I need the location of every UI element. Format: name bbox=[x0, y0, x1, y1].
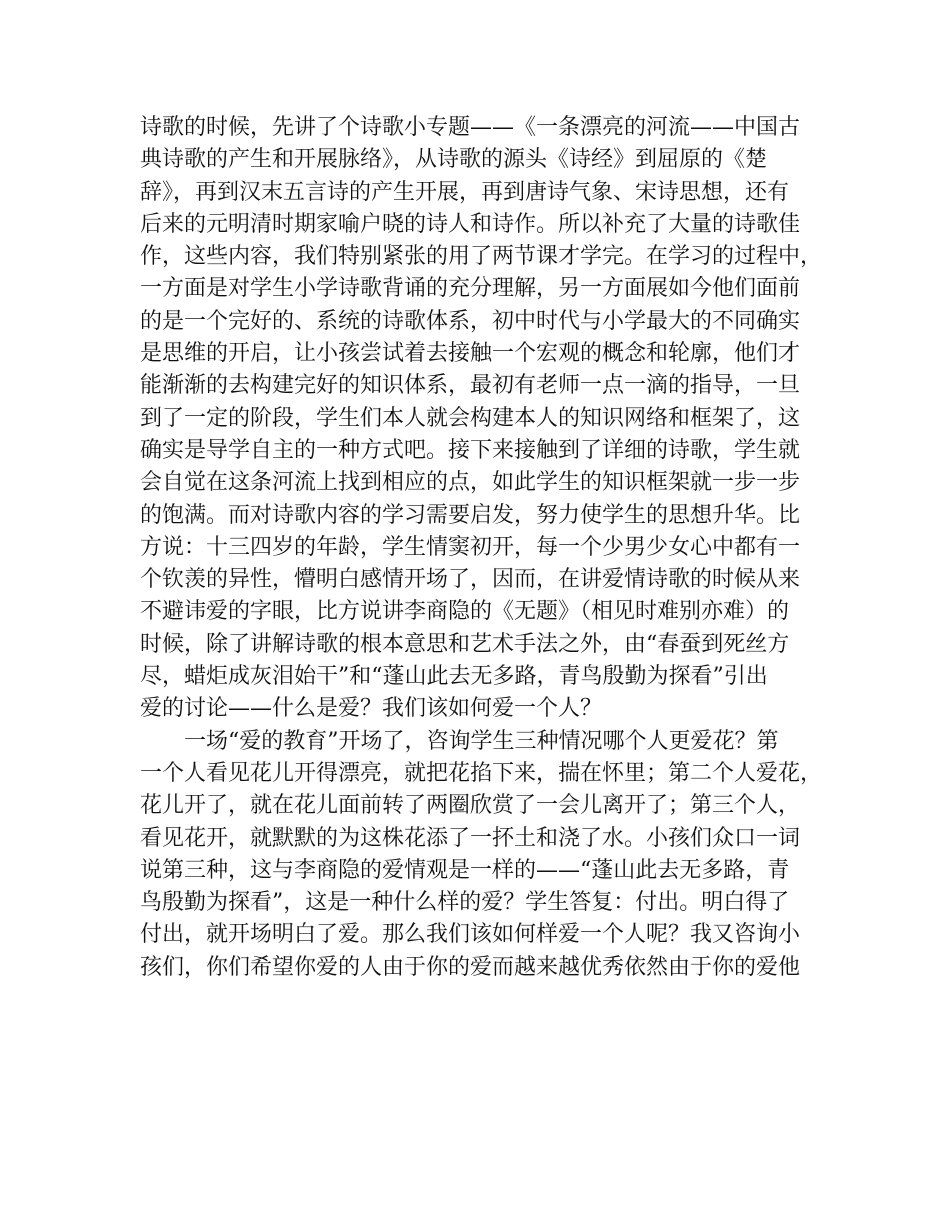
text-line: 到了一定的阶段，学生们本人就会构建本人的知识网络和框架了，这 bbox=[140, 405, 801, 431]
text-line: 个钦羡的异性，懵明白感情开场了，因而，在讲爱情诗歌的时候从来 bbox=[140, 567, 801, 593]
text-line: 作，这些内容，我们特别紧张的用了两节课才学完。在学习的过程中， bbox=[140, 244, 823, 270]
text-line: 一个人看见花儿开得漂亮，就把花掐下来，揣在怀里；第二个人爱花， bbox=[140, 760, 823, 786]
text-line: 能渐渐的去构建完好的知识体系，最初有老师一点一滴的指导，一旦 bbox=[140, 373, 801, 399]
paragraph-start-line: 一场“爱的教育”开场了，咨询学生三种情况哪个人更爱花？第 bbox=[184, 728, 779, 754]
text-line: 花儿开了，就在花儿面前转了两圈欣赏了一会儿离开了；第三个人， bbox=[140, 793, 801, 819]
text-line: 不避讳爱的字眼，比方说讲李商隐的《无题》（相见时难别亦难）的 bbox=[140, 599, 790, 625]
text-line: 一方面是对学生小学诗歌背诵的充分理解，另一方面展如今他们面前 bbox=[140, 276, 801, 302]
text-line: 的饱满。而对诗歌内容的学习需要启发，努力使学生的思想升华。比 bbox=[140, 502, 801, 528]
text-line: 时候，除了讲解诗歌的根本意思和艺术手法之外，由“春蚕到死丝方 bbox=[140, 631, 790, 657]
text-line: 爱的讨论——什么是爱？我们该如何爱一个人？ bbox=[140, 696, 603, 722]
text-line: 尽，蜡炬成灰泪始干”和“蓬山此去无多路，青鸟殷勤为探看”引出 bbox=[140, 664, 768, 690]
text-line: 付出，就开场明白了爱。那么我们该如何样爱一个人呢？我又咨询小 bbox=[140, 922, 801, 948]
text-line: 典诗歌的产生和开展脉络》，从诗歌的源头《诗经》到屈原的《楚 bbox=[140, 147, 768, 173]
text-line: 说第三种，这与李商隐的爱情观是一样的——“蓬山此去无多路，青 bbox=[140, 857, 790, 883]
text-line: 辞》，再到汉末五言诗的产生开展，再到唐诗气象、宋诗思想，还有 bbox=[140, 179, 790, 205]
text-line: 是思维的开启，让小孩尝试着去接触一个宏观的概念和轮廓，他们才 bbox=[140, 341, 801, 367]
text-line: 方说：十三四岁的年龄，学生情窦初开，每一个少男少女心中都有一 bbox=[140, 534, 801, 560]
text-line: 鸟殷勤为探看”，这是一种什么样的爱？学生答复：付出。明白得了 bbox=[140, 890, 790, 916]
text-line: 孩们，你们希望你爱的人由于你的爱而越来越优秀依然由于你的爱他 bbox=[140, 954, 801, 980]
text-line: 看见花开，就默默的为这株花添了一抔土和浇了水。小孩们众口一词 bbox=[140, 825, 801, 851]
body-text bbox=[140, 112, 823, 984]
text-line: 的是一个完好的、系统的诗歌体系，初中时代与小学最大的不同确实 bbox=[140, 308, 801, 334]
text-line: 确实是导学自主的一种方式吧。接下来接触到了详细的诗歌，学生就 bbox=[140, 437, 801, 463]
text-line: 会自觉在这条河流上找到相应的点，如此学生的知识框架就一步一步 bbox=[140, 470, 801, 496]
text-line: 后来的元明清时期家喻户晓的诗人和诗作。所以补充了大量的诗歌佳 bbox=[140, 211, 801, 237]
text-line: 诗歌的时候，先讲了个诗歌小专题——《一条漂亮的河流——中国古 bbox=[140, 115, 801, 140]
